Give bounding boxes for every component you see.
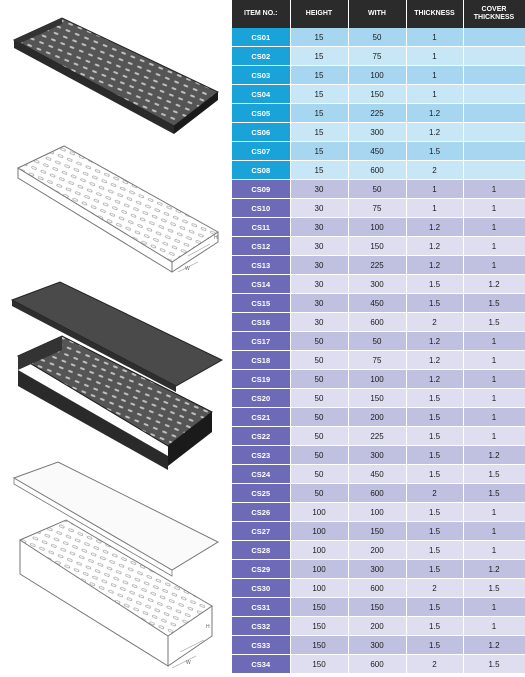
header-thickness: THICKNESS [406, 0, 463, 28]
height-cell: 30 [290, 199, 348, 218]
width-cell: 450 [348, 142, 406, 161]
width-cell: 75 [348, 47, 406, 66]
table-row [232, 465, 525, 484]
width-cell: 50 [348, 180, 406, 199]
cover-thickness-cell: 1 [463, 237, 525, 256]
cover-thickness-cell: 1.5 [463, 313, 525, 332]
table-row [232, 655, 525, 674]
cover-thickness-cell: 1.5 [463, 484, 525, 503]
thickness-cell: 2 [406, 484, 463, 503]
width-cell: 100 [348, 66, 406, 85]
item-no-cell: CS15 [232, 294, 290, 313]
table-row [232, 408, 525, 427]
cover-thickness-cell: 1 [463, 598, 525, 617]
item-no-cell: CS29 [232, 560, 290, 579]
thickness-cell: 1.2 [406, 123, 463, 142]
thickness-cell: 2 [406, 579, 463, 598]
cover-thickness-cell: 1.5 [463, 579, 525, 598]
item-no-cell: CS32 [232, 617, 290, 636]
height-cell: 30 [290, 294, 348, 313]
thickness-cell: 1.2 [406, 332, 463, 351]
table-row [232, 446, 525, 465]
height-cell: 50 [290, 332, 348, 351]
width-cell: 50 [348, 28, 406, 47]
width-cell: 150 [348, 237, 406, 256]
height-cell: 100 [290, 503, 348, 522]
thickness-cell: 1.2 [406, 351, 463, 370]
item-no-cell: CS19 [232, 370, 290, 389]
height-cell: 100 [290, 560, 348, 579]
cover-thickness-cell [463, 28, 525, 47]
cover-thickness-cell [463, 161, 525, 180]
thickness-cell: 1.5 [406, 427, 463, 446]
cover-thickness-cell [463, 142, 525, 161]
cover-thickness-cell: 1 [463, 541, 525, 560]
cover-thickness-cell: 1 [463, 218, 525, 237]
item-no-cell: CS02 [232, 47, 290, 66]
item-no-cell: CS08 [232, 161, 290, 180]
thickness-cell: 1.5 [406, 636, 463, 655]
height-cell: 50 [290, 408, 348, 427]
width-cell: 50 [348, 332, 406, 351]
height-cell: 50 [290, 427, 348, 446]
item-no-cell: CS28 [232, 541, 290, 560]
item-no-cell: CS18 [232, 351, 290, 370]
width-cell: 300 [348, 446, 406, 465]
cover-thickness-cell: 1 [463, 408, 525, 427]
item-no-cell: CS13 [232, 256, 290, 275]
thickness-cell: 1.5 [406, 560, 463, 579]
height-cell: 50 [290, 389, 348, 408]
width-cell: 600 [348, 655, 406, 674]
table-row [232, 47, 525, 66]
height-cell: 50 [290, 446, 348, 465]
item-no-cell: CS22 [232, 427, 290, 446]
table-row [232, 351, 525, 370]
table-row [232, 275, 525, 294]
height-cell: 30 [290, 275, 348, 294]
table-row [232, 28, 525, 47]
cover-thickness-cell: 1 [463, 427, 525, 446]
thickness-cell: 1.5 [406, 389, 463, 408]
thickness-cell: 1.5 [406, 617, 463, 636]
item-no-cell: CS20 [232, 389, 290, 408]
width-cell: 225 [348, 427, 406, 446]
cover-thickness-cell: 1.2 [463, 636, 525, 655]
table-row [232, 294, 525, 313]
cover-thickness-cell [463, 66, 525, 85]
height-cell: 15 [290, 123, 348, 142]
width-cell: 300 [348, 123, 406, 142]
thickness-cell: 1.2 [406, 256, 463, 275]
height-cell: 100 [290, 541, 348, 560]
height-cell: 30 [290, 180, 348, 199]
width-cell: 600 [348, 161, 406, 180]
header-height: HEIGHT [290, 0, 348, 28]
item-no-cell: CS27 [232, 522, 290, 541]
height-cell: 15 [290, 47, 348, 66]
cover-thickness-cell [463, 123, 525, 142]
table-row [232, 598, 525, 617]
item-no-cell: CS31 [232, 598, 290, 617]
item-no-cell: CS30 [232, 579, 290, 598]
cover-thickness-cell: 1.5 [463, 655, 525, 674]
item-no-cell: CS04 [232, 85, 290, 104]
width-cell: 100 [348, 218, 406, 237]
cable-tray-spec-table [232, 0, 525, 674]
width-cell: 225 [348, 256, 406, 275]
table-row [232, 332, 525, 351]
table-row [232, 522, 525, 541]
cable-tray-dark-icon [14, 18, 218, 134]
cable-tray-outline-icon [18, 146, 218, 272]
height-cell: 50 [290, 370, 348, 389]
table-row [232, 503, 525, 522]
height-cell: 150 [290, 617, 348, 636]
table-row [232, 313, 525, 332]
thickness-cell: 1.5 [406, 598, 463, 617]
thickness-cell: 1.5 [406, 142, 463, 161]
height-cell: 15 [290, 28, 348, 47]
width-cell: 600 [348, 579, 406, 598]
height-cell: 100 [290, 522, 348, 541]
cover-thickness-cell: 1.5 [463, 294, 525, 313]
height-cell: 50 [290, 351, 348, 370]
table-row [232, 180, 525, 199]
cover-thickness-cell: 1 [463, 370, 525, 389]
thickness-cell: 2 [406, 655, 463, 674]
thickness-cell: 1 [406, 28, 463, 47]
height-cell: 30 [290, 237, 348, 256]
thickness-cell: 1.5 [406, 446, 463, 465]
table-row [232, 541, 525, 560]
width-cell: 100 [348, 503, 406, 522]
cover-thickness-cell: 1.5 [463, 465, 525, 484]
height-cell: 15 [290, 104, 348, 123]
height-cell: 50 [290, 465, 348, 484]
table-row [232, 237, 525, 256]
product-illustrations [0, 0, 232, 677]
table-row [232, 142, 525, 161]
height-cell: 15 [290, 66, 348, 85]
thickness-cell: 1.2 [406, 370, 463, 389]
table-row [232, 617, 525, 636]
table-body [232, 28, 525, 674]
thickness-cell: 1 [406, 66, 463, 85]
height-cell: 15 [290, 85, 348, 104]
table-row [232, 218, 525, 237]
item-no-cell: CS26 [232, 503, 290, 522]
cover-thickness-cell: 1 [463, 389, 525, 408]
item-no-cell: CS06 [232, 123, 290, 142]
header-cover-thickness [463, 0, 525, 28]
height-cell: 150 [290, 655, 348, 674]
height-cell: 150 [290, 598, 348, 617]
thickness-cell: 1 [406, 199, 463, 218]
tray-outline-height-label: H [214, 235, 218, 241]
item-no-cell: CS14 [232, 275, 290, 294]
width-cell: 300 [348, 275, 406, 294]
tray-cover-width-label: W [186, 660, 191, 666]
item-no-cell: CS09 [232, 180, 290, 199]
thickness-cell: 1.2 [406, 104, 463, 123]
item-no-cell: CS03 [232, 66, 290, 85]
thickness-cell: 1.2 [406, 218, 463, 237]
width-cell: 75 [348, 351, 406, 370]
cover-thickness-cell: 1 [463, 617, 525, 636]
item-no-cell: CS25 [232, 484, 290, 503]
width-cell: 450 [348, 294, 406, 313]
item-no-cell: CS10 [232, 199, 290, 218]
cover-thickness-cell [463, 104, 525, 123]
table-row [232, 199, 525, 218]
cover-thickness-cell: 1 [463, 180, 525, 199]
width-cell: 100 [348, 370, 406, 389]
item-no-cell: CS23 [232, 446, 290, 465]
thickness-cell: 2 [406, 313, 463, 332]
height-cell: 15 [290, 142, 348, 161]
thickness-cell: 1.5 [406, 294, 463, 313]
table-header-row [232, 0, 525, 28]
thickness-cell: 1.5 [406, 408, 463, 427]
thickness-cell: 1.2 [406, 237, 463, 256]
width-cell: 150 [348, 522, 406, 541]
table-row [232, 161, 525, 180]
height-cell: 50 [290, 484, 348, 503]
item-no-cell: CS21 [232, 408, 290, 427]
height-cell: 100 [290, 579, 348, 598]
table-row [232, 370, 525, 389]
item-no-cell: CS12 [232, 237, 290, 256]
cable-tray-with-cover-outline-icon [14, 462, 218, 668]
cover-thickness-cell: 1 [463, 351, 525, 370]
width-cell: 300 [348, 636, 406, 655]
thickness-cell: 1.5 [406, 522, 463, 541]
cover-thickness-cell: 1 [463, 332, 525, 351]
item-no-cell: CS05 [232, 104, 290, 123]
table-row [232, 85, 525, 104]
cover-thickness-cell: 1 [463, 199, 525, 218]
header-cover-line2: THICKNESS [473, 14, 515, 21]
cover-thickness-cell: 1 [463, 256, 525, 275]
cover-thickness-cell [463, 85, 525, 104]
cover-thickness-cell: 1 [463, 503, 525, 522]
width-cell: 150 [348, 85, 406, 104]
table-row [232, 484, 525, 503]
thickness-cell: 2 [406, 161, 463, 180]
width-cell: 225 [348, 104, 406, 123]
width-cell: 600 [348, 484, 406, 503]
table-row [232, 560, 525, 579]
table-row [232, 579, 525, 598]
width-cell: 150 [348, 389, 406, 408]
width-cell: 200 [348, 408, 406, 427]
item-no-cell: CS17 [232, 332, 290, 351]
height-cell: 150 [290, 636, 348, 655]
thickness-cell: 1.5 [406, 541, 463, 560]
item-no-cell: CS24 [232, 465, 290, 484]
table-row [232, 104, 525, 123]
table-row [232, 427, 525, 446]
cover-thickness-cell [463, 47, 525, 66]
width-cell: 150 [348, 598, 406, 617]
header-width: WITH [348, 0, 406, 28]
table-row [232, 256, 525, 275]
height-cell: 15 [290, 161, 348, 180]
header-cover-line1: COVER [481, 6, 507, 13]
width-cell: 300 [348, 560, 406, 579]
table-row [232, 389, 525, 408]
width-cell: 200 [348, 617, 406, 636]
table-row [232, 636, 525, 655]
item-no-cell: CS01 [232, 28, 290, 47]
height-cell: 30 [290, 313, 348, 332]
width-cell: 450 [348, 465, 406, 484]
thickness-cell: 1.5 [406, 465, 463, 484]
width-cell: 75 [348, 199, 406, 218]
thickness-cell: 1 [406, 85, 463, 104]
height-cell: 30 [290, 256, 348, 275]
thickness-cell: 1.5 [406, 275, 463, 294]
thickness-cell: 1 [406, 47, 463, 66]
item-no-cell: CS11 [232, 218, 290, 237]
tray-outline-width-label: W [185, 266, 190, 272]
cover-thickness-cell: 1 [463, 522, 525, 541]
cover-thickness-cell: 1.2 [463, 446, 525, 465]
thickness-cell: 1.5 [406, 503, 463, 522]
item-no-cell: CS33 [232, 636, 290, 655]
tray-cover-height-label: H [206, 624, 210, 630]
height-cell: 30 [290, 218, 348, 237]
item-no-cell: CS07 [232, 142, 290, 161]
thickness-cell: 1 [406, 180, 463, 199]
cable-tray-with-cover-dark-icon [12, 282, 222, 470]
table-row [232, 66, 525, 85]
header-item-no: ITEM NO.: [232, 0, 290, 28]
item-no-cell: CS16 [232, 313, 290, 332]
width-cell: 600 [348, 313, 406, 332]
item-no-cell: CS34 [232, 655, 290, 674]
width-cell: 200 [348, 541, 406, 560]
table-row [232, 123, 525, 142]
cover-thickness-cell: 1.2 [463, 275, 525, 294]
cover-thickness-cell: 1.2 [463, 560, 525, 579]
